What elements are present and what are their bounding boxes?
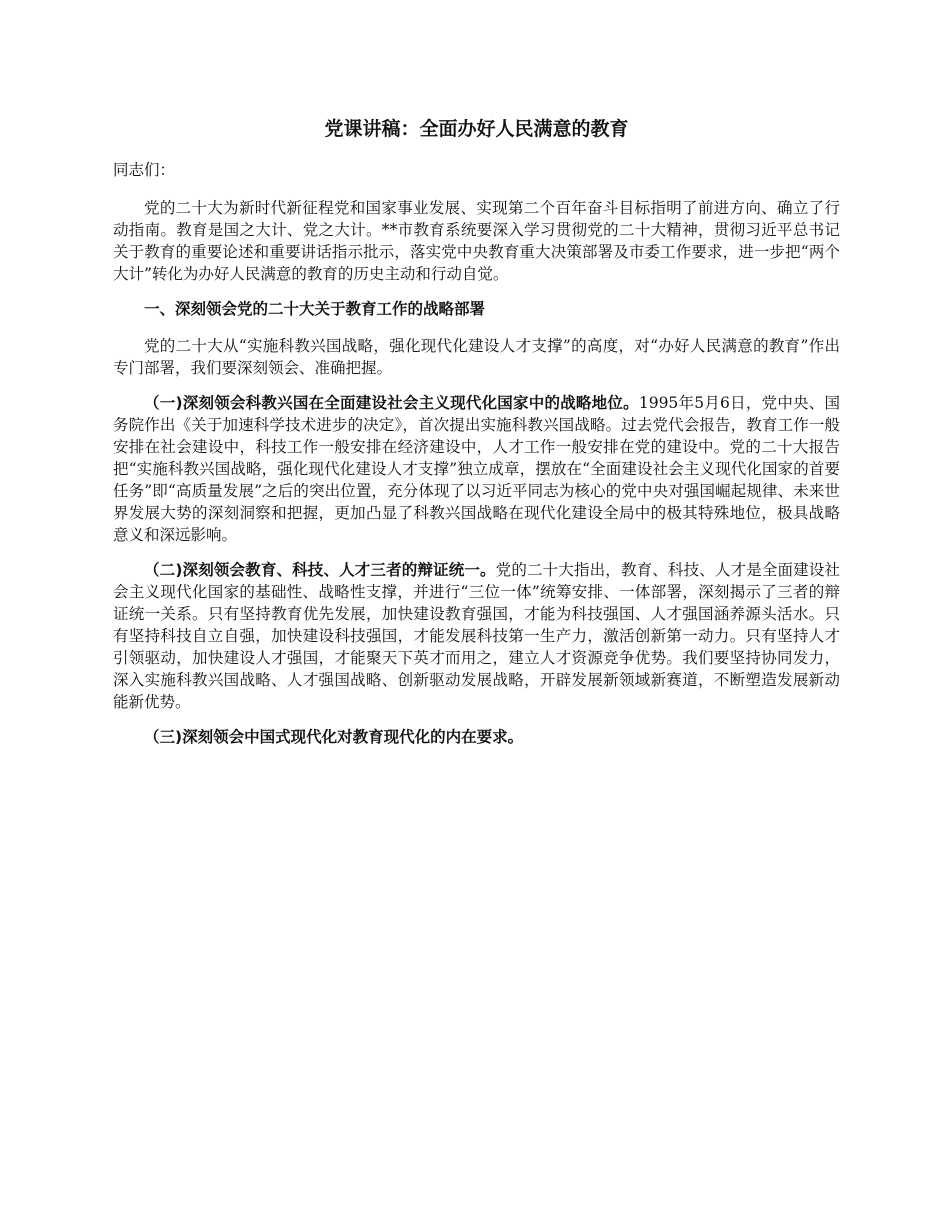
point-lead-2: （二)深刻领会教育、科技、人才三者的辩证统一。: [144, 561, 496, 579]
point-body-1: 1995年5月6日，党中央、国务院作出《关于加速科学技术进步的决定》，首次提出实施科教兴国战略。过去党代会报告，教育工作一般安排在社会建设中，科技工作一般安排在经济建设中，人才工作一般安排在党的建设中。党的二十大报告把“实施科教兴国战略，强化现代化建设人才支撑”独立成章，摆放在“全面建设社会主义现代化国家的首要任务”即“高质量发展”之后的突出位置，充分体现了以习近平同志为核心的党中央对强国崛起规律、未来世界发展大势的深刻洞察和把握，更加凸显了科教兴国战略在现代化建设全局中的极其特殊地位，极具战略意义和深远影响。: [113, 394, 841, 544]
intro-paragraph: 党的二十大为新时代新征程党和国家事业发展、实现第二个百年奋斗目标指明了前进方向、确立了行动指南。教育是国之大计、党之大计。**市教育系统要深入学习贯彻党的二十大精神，贯彻习近平总书记关于教育的重要论述和重要讲话指示批示，落实党中央教育重大决策部署及市委工作要求，进一步把“两个大计”转化为办好人民满意的教育的历史主动和行动自觉。: [113, 199, 840, 283]
point-lead-1: （一)深刻领会科教兴国在全面建设社会主义现代化国家中的战略地位。: [144, 394, 639, 412]
section-intro-paragraph: 党的二十大从“实施科教兴国战略，强化现代化建设人才支撑”的高度，对“办好人民满意的教育”作出专门部署，我们要深刻领会、准确把握。: [113, 337, 840, 377]
salutation: 同志们：: [113, 161, 176, 179]
document-page: [113, 113, 840, 761]
point-paragraph-2: [113, 559, 840, 713]
point-heading-3: （三)深刻领会中国式现代化对教育现代化的内在要求。: [144, 728, 524, 746]
document-title: 党课讲稿：全面办好人民满意的教育: [324, 118, 629, 140]
section-heading-1: 一、深刻领会党的二十大关于教育工作的战略部署: [144, 300, 486, 318]
point-paragraph-1: [113, 392, 840, 546]
point-body-2: 党的二十大指出，教育、科技、人才是全面建设社会主义现代化国家的基础性、战略性支撑，并进行“三位一体”统筹安排、一体部署，深刻揭示了三者的辩证统一关系。只有坚持教育优先发展，加快建设教育强国，才能为科技强国、人才强国涵养源头活水。只有坚持科技自立自强，加快建设科技强国，才能发展科技第一生产力，激活创新第一动力。只有坚持人才引领驱动，加快建设人才强国，才能聚天下英才而用之，建立人才资源竞争优势。我们要坚持协同发力，深入实施科教兴国战略、人才强国战略、创新驱动发展战略，开辟发展新领域新赛道，不断塑造发展新动能新优势。: [113, 561, 840, 711]
